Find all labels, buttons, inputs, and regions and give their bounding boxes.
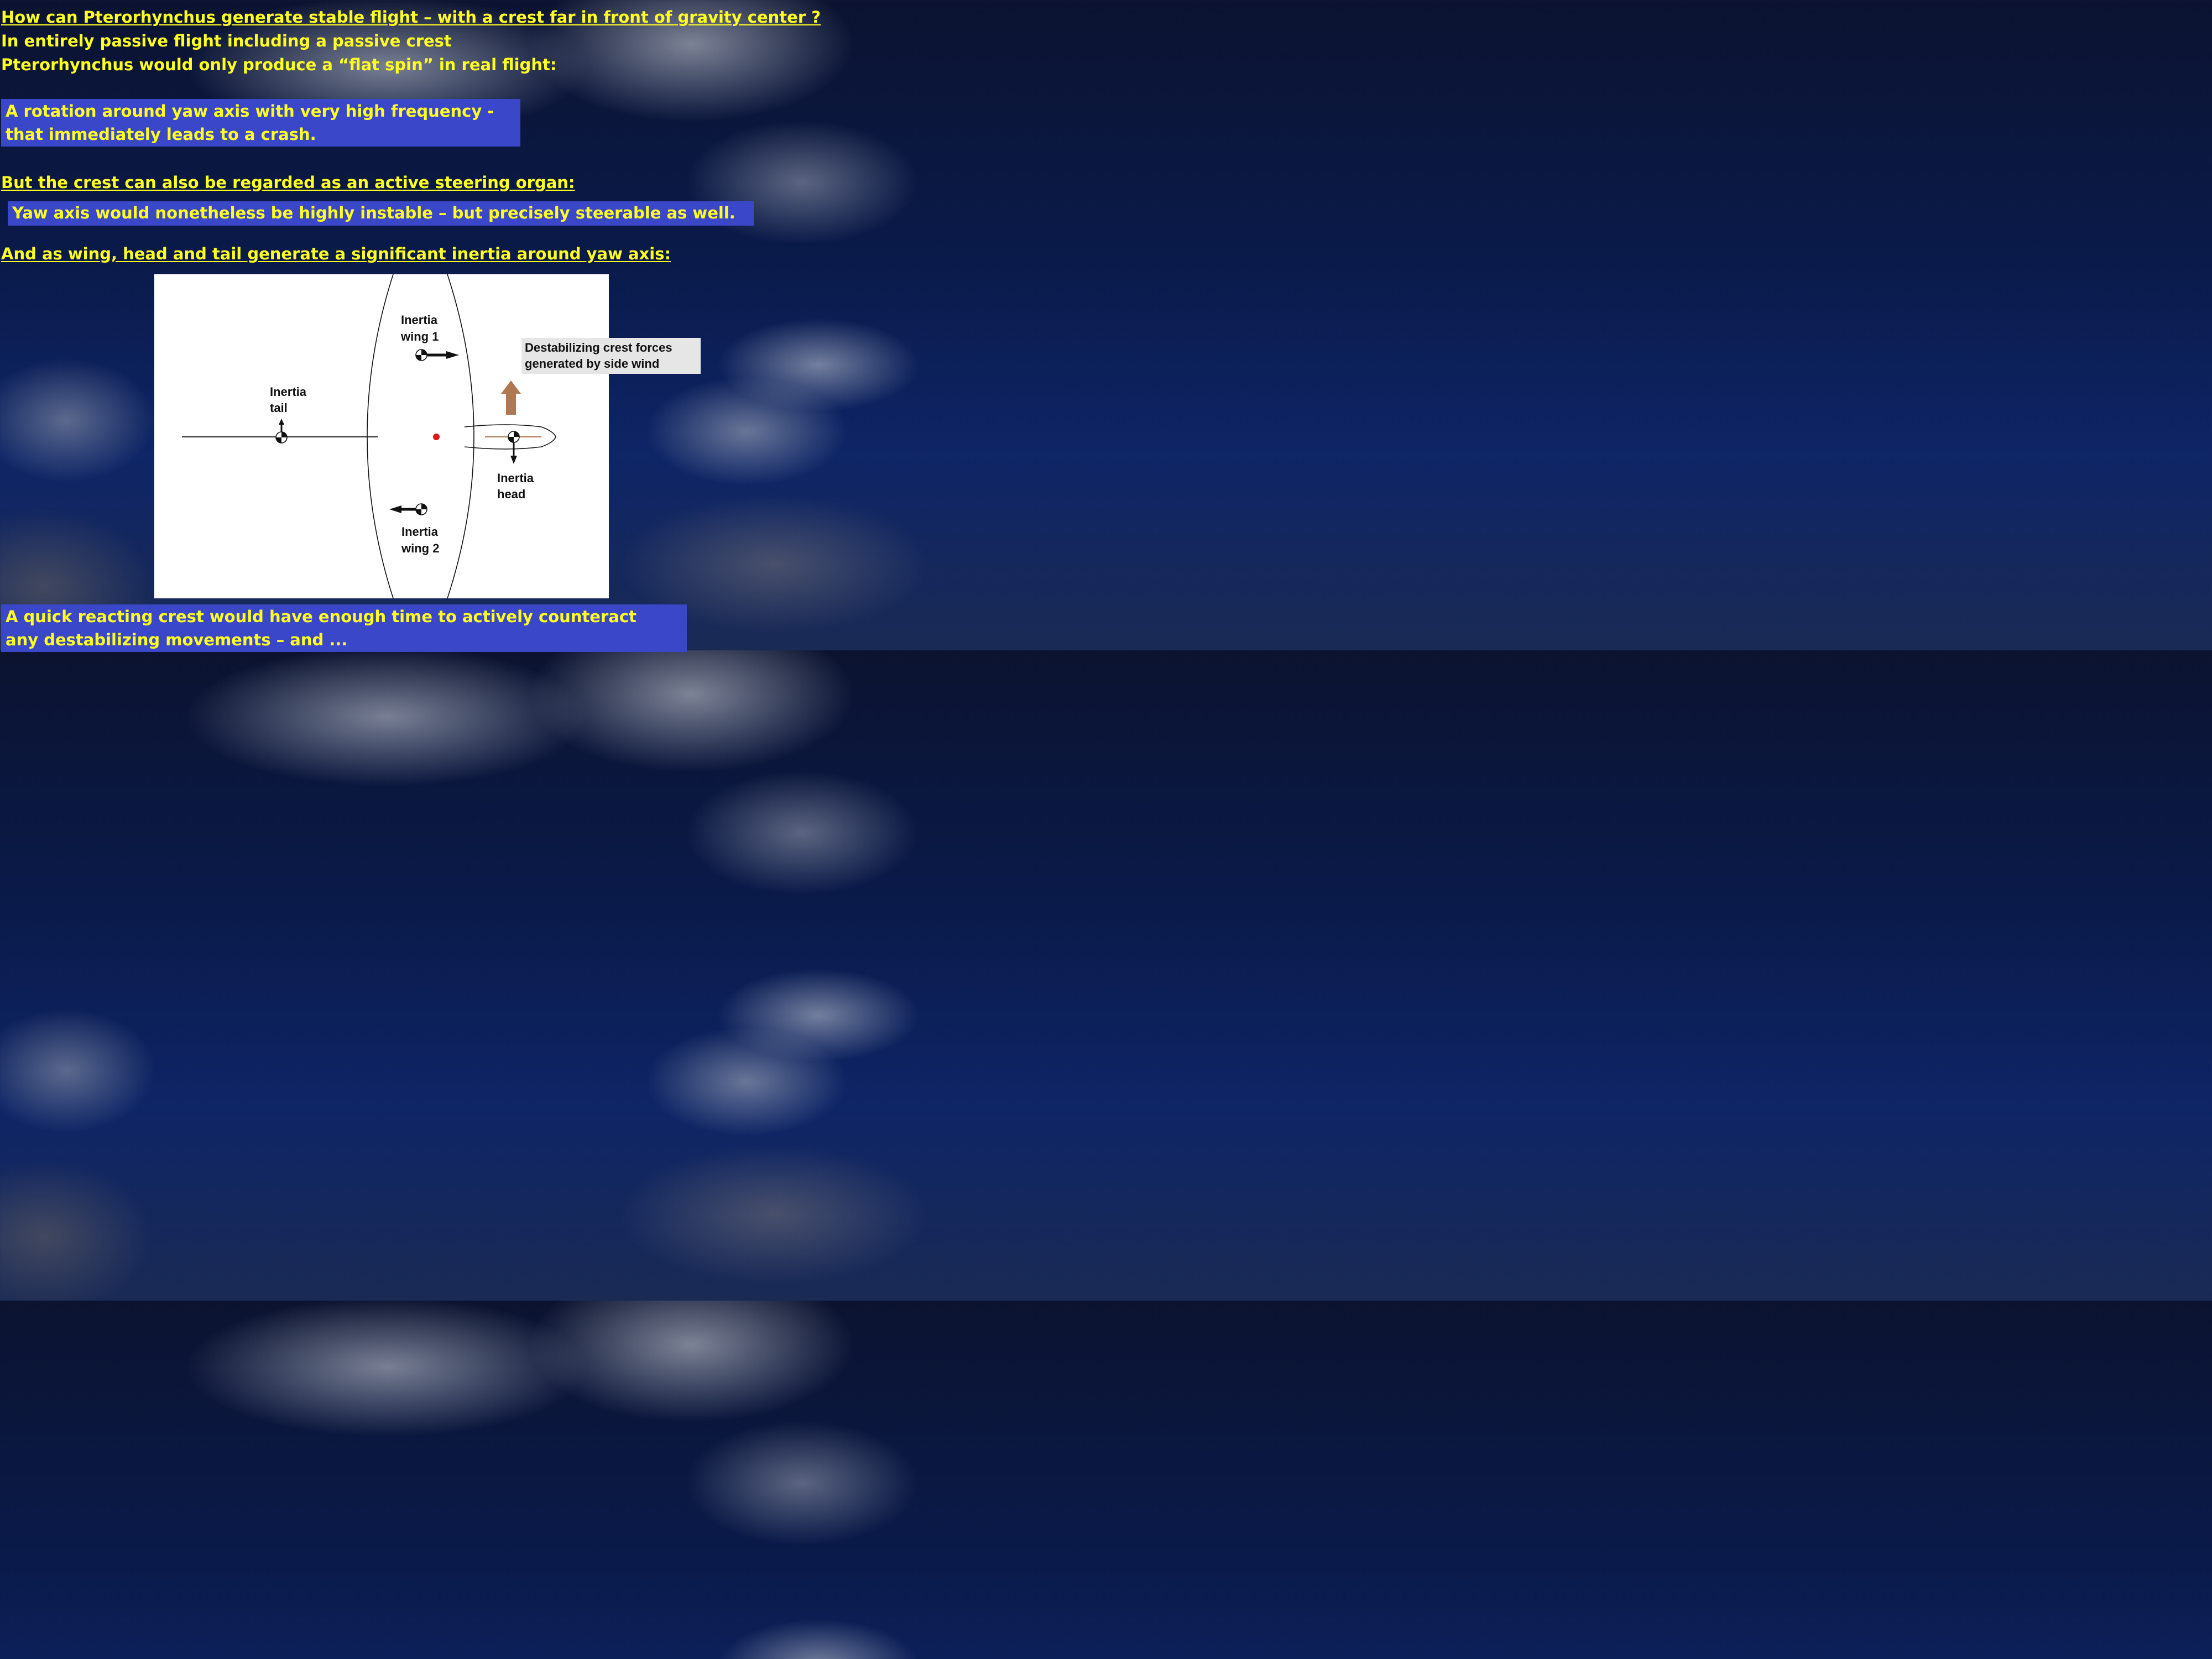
quick-crest-box xyxy=(1,604,687,652)
label-inertia-head-a: Inertia xyxy=(497,471,534,485)
quick-crest-line-1: A quick reacting crest would have enough time to actively counteract xyxy=(6,607,637,626)
yaw-axis-text: Yaw axis would nonetheless be highly instable – but precisely steerable as well. xyxy=(12,204,735,222)
label-inertia-tail-a: Inertia xyxy=(270,385,307,399)
title-line: How can Pterorhynchus generate stable flight – with a crest far in front of gravity center ? xyxy=(1,8,821,27)
label-inertia-wing2-a: Inertia xyxy=(401,525,439,539)
flat-spin-box xyxy=(1,99,520,147)
inertia-tail-marker xyxy=(276,419,287,443)
callout-line-2: generated by side wind xyxy=(525,357,660,371)
intro-line-1: In entirely passive flight including a passive crest xyxy=(1,32,452,50)
quick-crest-line-2: any destabilizing movements – and ... xyxy=(6,630,348,649)
inertia-heading: And as wing, head and tail generate a significant inertia around yaw axis: xyxy=(1,244,671,263)
inertia-wing2-marker xyxy=(389,504,427,515)
gravity-center-dot xyxy=(433,434,440,440)
intro-line-2: Pterorhynchus would only produce a “flat spin” in real flight: xyxy=(1,55,557,74)
yaw-inertia-diagram xyxy=(154,274,609,598)
active-steering-heading: But the crest can also be regarded as an active steering organ: xyxy=(1,173,575,192)
label-inertia-wing1-a: Inertia xyxy=(401,313,438,327)
callout-line-1: Destabilizing crest forces xyxy=(525,341,672,354)
wing-outline-right xyxy=(447,274,474,598)
wing-outline xyxy=(367,274,393,598)
yaw-axis-box xyxy=(8,201,754,226)
flat-spin-line-1: A rotation around yaw axis with very high frequency - xyxy=(6,102,494,121)
label-inertia-tail-b: tail xyxy=(270,401,288,415)
label-inertia-wing1-b: wing 1 xyxy=(401,330,439,343)
inertia-head-marker xyxy=(508,431,519,464)
flat-spin-line-2: that immediately leads to a crash. xyxy=(6,125,316,144)
label-inertia-wing2-b: wing 2 xyxy=(401,541,440,555)
crest-force-arrow xyxy=(501,380,521,415)
crest-forces-callout xyxy=(521,338,701,374)
inertia-wing1-marker xyxy=(416,349,459,361)
label-inertia-head-b: head xyxy=(497,487,526,501)
